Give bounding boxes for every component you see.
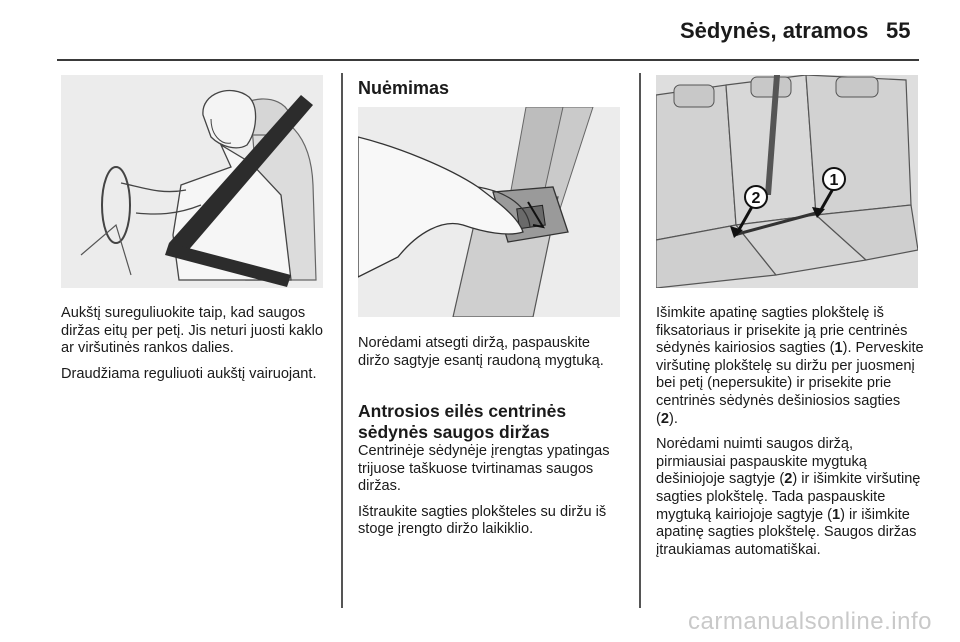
page-header: [0, 16, 960, 52]
col2-paragraph-3: Ištraukite sagties plokšteles su diržu iš stoge įrengto diržo laikiklio.: [358, 503, 607, 538]
col1-paragraph-1: Aukštį sureguliuokite taip, kad saugos diržas eitų per petį. Jis neturi juosti kaklo ar viršutinės rankos dalies.: [61, 305, 323, 357]
col2-paragraph-2: Centrinėje sėdynėje įrengtas ypatingas trijuose taškuose tvirtinamas saugos diržas.: [358, 443, 610, 495]
page-title: Sėdynės, atramos: [680, 18, 869, 43]
ref-2: 2: [784, 471, 793, 488]
buckle-release-illustration: [358, 107, 620, 317]
ref-1: 1: [834, 340, 843, 357]
col2-text-1: [358, 335, 623, 378]
col2-text-2: [358, 443, 623, 547]
column-divider-1: [341, 73, 343, 608]
col1-text: [61, 305, 326, 391]
col2-paragraph-1: Norėdami atsegti diržą, paspauskite diržo sagtyje esantį raudoną mygtuką.: [358, 335, 604, 369]
header-rule: [57, 59, 919, 61]
col3-paragraph-2: Norėdami nuimti saugos diržą, pirmiausiai paspauskite mygtuką dešiniojoje sagtyje (2) ir išimkite viršutinę sagties plokštelę. Tada paspauskite mygtuką kairiojoje sagtyje (1) ir išimkite apatinę sagties plokštelę. Saugos diržas įtraukiamas automatiškai.: [656, 436, 921, 558]
col1-paragraph-2: Draudžiama reguliuoti aukštį vairuojant.: [61, 365, 317, 382]
driver-seatbelt-illustration: [61, 75, 323, 288]
watermark: carmanualsonline.info: [688, 608, 932, 635]
callout-2: 2: [751, 190, 761, 207]
callout-1: 1: [829, 172, 839, 189]
heading-removal: Nuėmimas: [358, 78, 450, 98]
col3-text: [656, 305, 924, 567]
column-divider-2: [639, 73, 641, 608]
ref-1: 1: [832, 506, 841, 523]
page-number: 55: [886, 18, 911, 43]
rear-seat-buckles-illustration: [656, 75, 918, 288]
ref-2: 2: [660, 410, 669, 427]
section-title-center-belt: Antrosios eilės centrinės sėdynės saugos diržas: [358, 401, 567, 442]
col3-paragraph-1: Išimkite apatinę sagties plokštelę iš fiksatoriaus ir prisekite ją prie centrinės sėdynės kairiosios sagties (1). Perveskite viršutinę plokštelę su diržu per juosmenį bei petį (nepersukite) ir prisekite prie centrinės sėdynės dešiniosios sagties (2).: [656, 305, 924, 427]
